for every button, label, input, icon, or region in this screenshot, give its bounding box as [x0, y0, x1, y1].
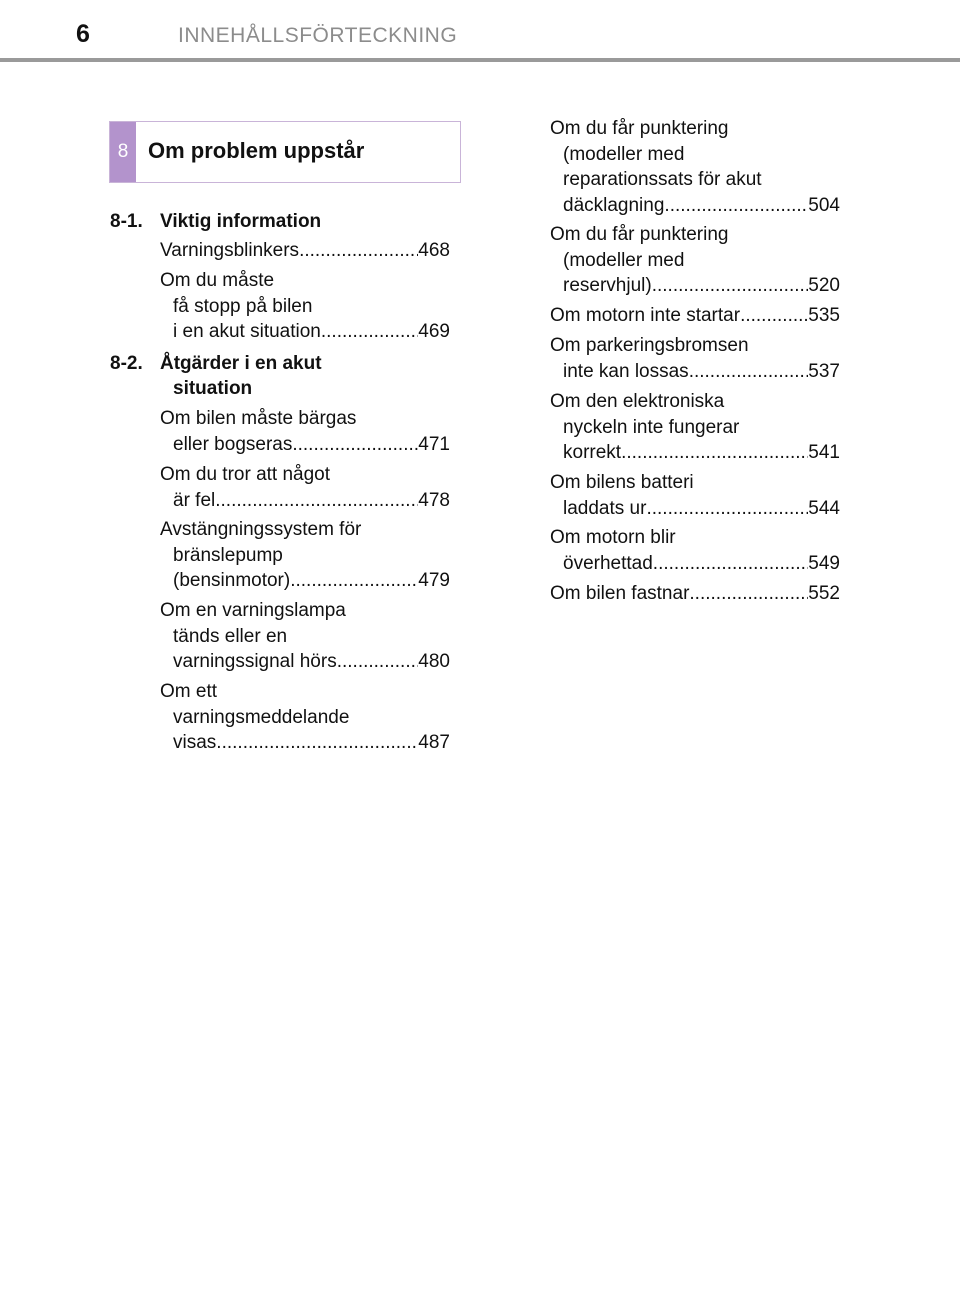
- toc-entry[interactable]: Varningsblinkers ..... 468: [160, 238, 450, 264]
- page-ref: 535: [808, 305, 840, 326]
- toc-entry[interactable]: Om du får punktering (modeller med reservhjul) ..... 520: [550, 222, 840, 299]
- page-ref: 544: [808, 497, 840, 519]
- toc-entry[interactable]: Om du tror att något är fel ..... 478: [160, 462, 450, 513]
- toc-entry[interactable]: Om bilen fastnar ..... 552: [550, 581, 840, 607]
- toc-entry[interactable]: Om du får punktering (modeller med reparationssats för akut däcklagning ..... 504: [550, 116, 840, 218]
- subsection-title: Åtgärder i en akut situation: [160, 353, 322, 399]
- toc-entry[interactable]: Om parkeringsbromsen inte kan lossas ..... 537: [550, 333, 840, 384]
- page-ref: 478: [418, 489, 450, 511]
- page-ref: 541: [808, 442, 840, 463]
- section-heading: [109, 121, 461, 183]
- toc-entry[interactable]: Om motorn inte startar ..... 535: [550, 303, 840, 329]
- page-ref: 537: [808, 360, 840, 382]
- page-ref: 469: [418, 321, 450, 342]
- page-ref: 504: [808, 194, 840, 216]
- subsection-number: 8-2.: [110, 353, 143, 374]
- page-ref: 468: [418, 240, 450, 261]
- toc-entry[interactable]: Om bilen måste bärgas eller bogseras ..... 471: [160, 406, 450, 457]
- header-title: INNEHÅLLSFÖRTECKNING: [178, 24, 458, 47]
- page-ref: 520: [808, 275, 840, 296]
- toc-entry[interactable]: Avstängningssystem för bränslepump (bensinmotor) ..... 479: [160, 517, 450, 594]
- page-ref: 552: [808, 583, 840, 604]
- page-ref: 549: [808, 552, 840, 574]
- page-ref: 480: [418, 651, 450, 672]
- section-number-tab: 8: [110, 122, 136, 182]
- page-ref: 471: [418, 433, 450, 455]
- page-number: 6: [76, 20, 90, 48]
- toc-entry[interactable]: Om en varningslampa tänds eller en varningssignal hörs ..... 480: [160, 598, 450, 675]
- page-ref: 487: [418, 732, 450, 753]
- toc-entry[interactable]: Om ett varningsmeddelande visas ..... 487: [160, 679, 450, 756]
- subsection-title: Viktig information: [160, 211, 322, 232]
- subsection-number: 8-1.: [110, 211, 143, 232]
- subsection-heading-8-2: [110, 351, 460, 401]
- section-title: Om problem uppstår: [148, 138, 365, 163]
- header-divider: [0, 58, 960, 62]
- toc-entry[interactable]: Om motorn blir överhettad ..... 549: [550, 525, 840, 576]
- toc-entry[interactable]: Om du måste få stopp på bilen i en akut situation ..... 469: [160, 268, 450, 345]
- toc-entry[interactable]: Om bilens batteri laddats ur ..... 544: [550, 470, 840, 521]
- toc-entry[interactable]: Om den elektroniska nyckeln inte fungerar korrekt ..... 541: [550, 389, 840, 466]
- page-header: [0, 0, 960, 62]
- page-ref: 479: [418, 570, 450, 591]
- subsection-heading-8-1: [110, 209, 460, 234]
